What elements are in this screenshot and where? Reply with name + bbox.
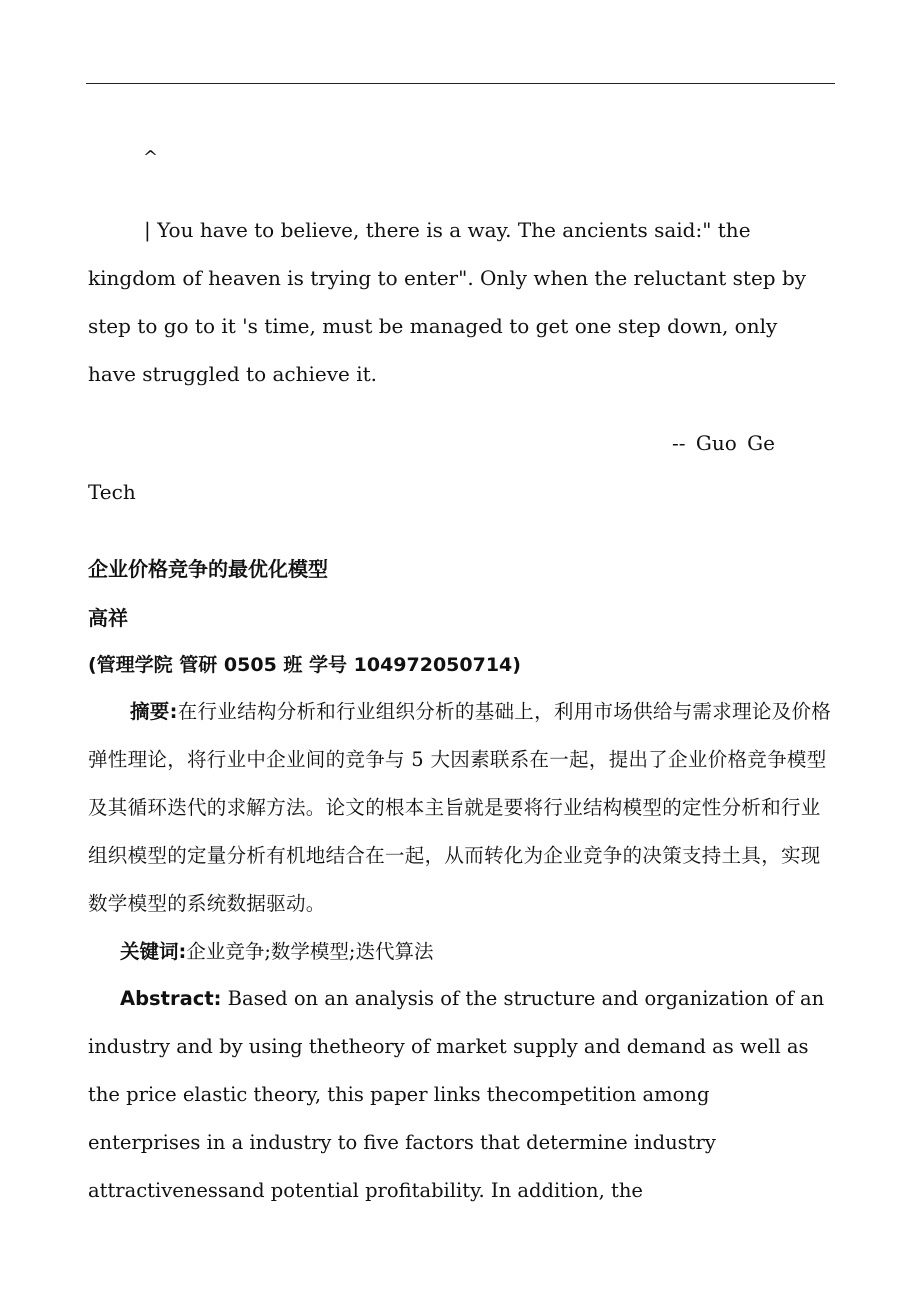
paper-affiliation: (管理学院 管研 0505 班 学号 104972050714) [88,654,521,676]
abstract-en [88,975,828,1215]
quote-paragraph [88,206,823,398]
abstract-zh-label: 摘要: [130,700,178,723]
abstract-en-label: Abstract: [120,987,222,1010]
abstract-zh [88,688,833,928]
abstract-en-text: Based on an analysis of the structure and organization of an industry and by using thetheory of market supply and demand as well as the price elastic theory, this paper links thecompetition among enterprises in a industry to five factors that determine industry attractivenessand potential profitability. In addition, the [88,987,825,1202]
keywords-zh-text: 企业竞争;数学模型;迭代算法 [186,940,434,963]
abstract-zh-text: 在行业结构分析和行业组织分析的基础上，利用市场供给与需求理论及价格弹性理论，将行业中企业间的竞争与 5 大因素联系在一起，提出了企业价格竞争模型及其循环迭代的求解方法。论文的根本主旨就是要将行业结构模型的定性分析和行业组织模型的定量分析有机地结合在一起，从而转化为企业竞争的决策支持土具，实现数学模型的系统数据驱动。 [88,700,832,915]
quote-text: | You have to believe, there is a way. The ancients said:" the kingdom of heaven is trying to enter". Only when the reluctant step by step to go to it 's time, must be managed to get one step down, only have struggled to achieve it. [88,218,807,386]
header-rule [86,83,835,84]
paper-title: 企业价格竞争的最优化模型 [88,557,328,581]
caret-mark: ^ [143,147,159,168]
paper-author: 高祥 [88,606,128,630]
keywords-zh [120,928,433,976]
quote-attribution: -- Guo Ge [672,431,775,455]
quote-attribution-cont: Tech [88,480,136,504]
keywords-zh-label: 关键词: [120,940,187,963]
